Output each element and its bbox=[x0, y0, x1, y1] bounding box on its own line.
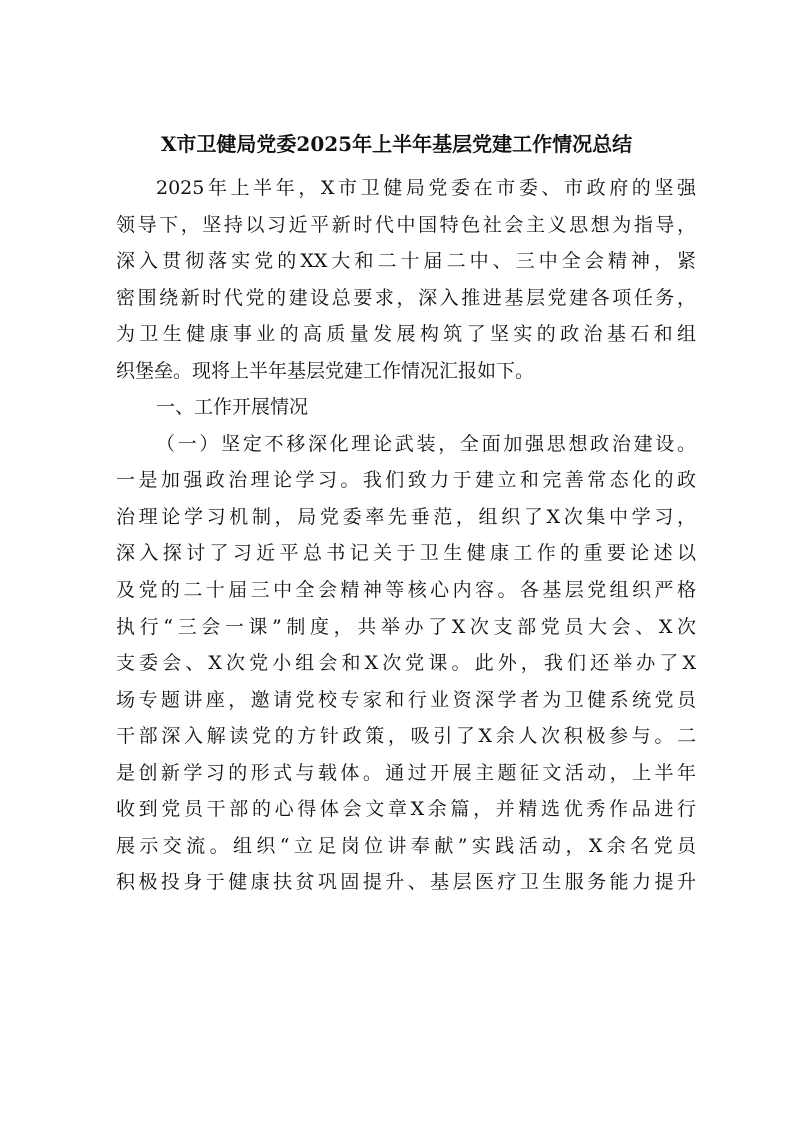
paragraph-line: 收到党员干部的心得体会文章X余篇，并精选优秀作品进行 bbox=[116, 798, 696, 821]
paragraph-line: 领导下，坚持以习近平新时代中国特色社会主义思想为指导， bbox=[116, 213, 696, 236]
paragraph-line: 展示交流。组织“立足岗位讲奉献”实践活动，X余名党员 bbox=[116, 834, 696, 857]
document-body bbox=[116, 170, 696, 901]
paragraph-line: 治理论学习机制，局党委率先垂范，组织了X次集中学习， bbox=[116, 505, 696, 528]
paragraph-line: 场专题讲座，邀请党校专家和行业资深学者为卫健系统党员 bbox=[116, 688, 696, 711]
paragraph-line: 是创新学习的形式与载体。通过开展主题征文活动，上半年 bbox=[116, 761, 696, 784]
paragraph-line: 干部深入解读党的方针政策，吸引了X余人次积极参与。二 bbox=[116, 725, 696, 748]
paragraph-line: 积极投身于健康扶贫巩固提升、基层医疗卫生服务能力提升 bbox=[116, 871, 696, 894]
paragraph-line: 织堡垒。现将上半年基层党建工作情况汇报如下。 bbox=[116, 359, 535, 382]
paragraph-line: 为卫生健康事业的高质量发展构筑了坚实的政治基石和组 bbox=[116, 323, 696, 346]
paragraph-line: 一是加强政治理论学习。我们致力于建立和完善常态化的政 bbox=[116, 469, 696, 492]
section-heading: 一、工作开展情况 bbox=[156, 396, 309, 419]
paragraph-line: 密围绕新时代党的建设总要求，深入推进基层党建各项任务， bbox=[116, 286, 696, 309]
paragraph-line: 深入贯彻落实党的XX大和二十届二中、三中全会精神，紧 bbox=[116, 250, 696, 273]
paragraph-line: 及党的二十届三中全会精神等核心内容。各基层党组织严格 bbox=[116, 579, 696, 602]
paragraph-line: 执行“三会一课”制度，共举办了X次支部党员大会、X次 bbox=[116, 615, 696, 638]
document-title: X市卫健局党委2025年上半年基层党建工作情况总结 bbox=[160, 132, 633, 156]
paragraph-line: 支委会、X次党小组会和X次党课。此外，我们还举办了X bbox=[116, 652, 696, 675]
paragraph-line: 深入探讨了习近平总书记关于卫生健康工作的重要论述以 bbox=[116, 542, 696, 565]
subsection-heading-line: （一）坚定不移深化理论武装，全面加强思想政治建设。 bbox=[156, 432, 696, 455]
paragraph-line: 2025年上半年，X市卫健局党委在市委、市政府的坚强 bbox=[156, 177, 696, 199]
